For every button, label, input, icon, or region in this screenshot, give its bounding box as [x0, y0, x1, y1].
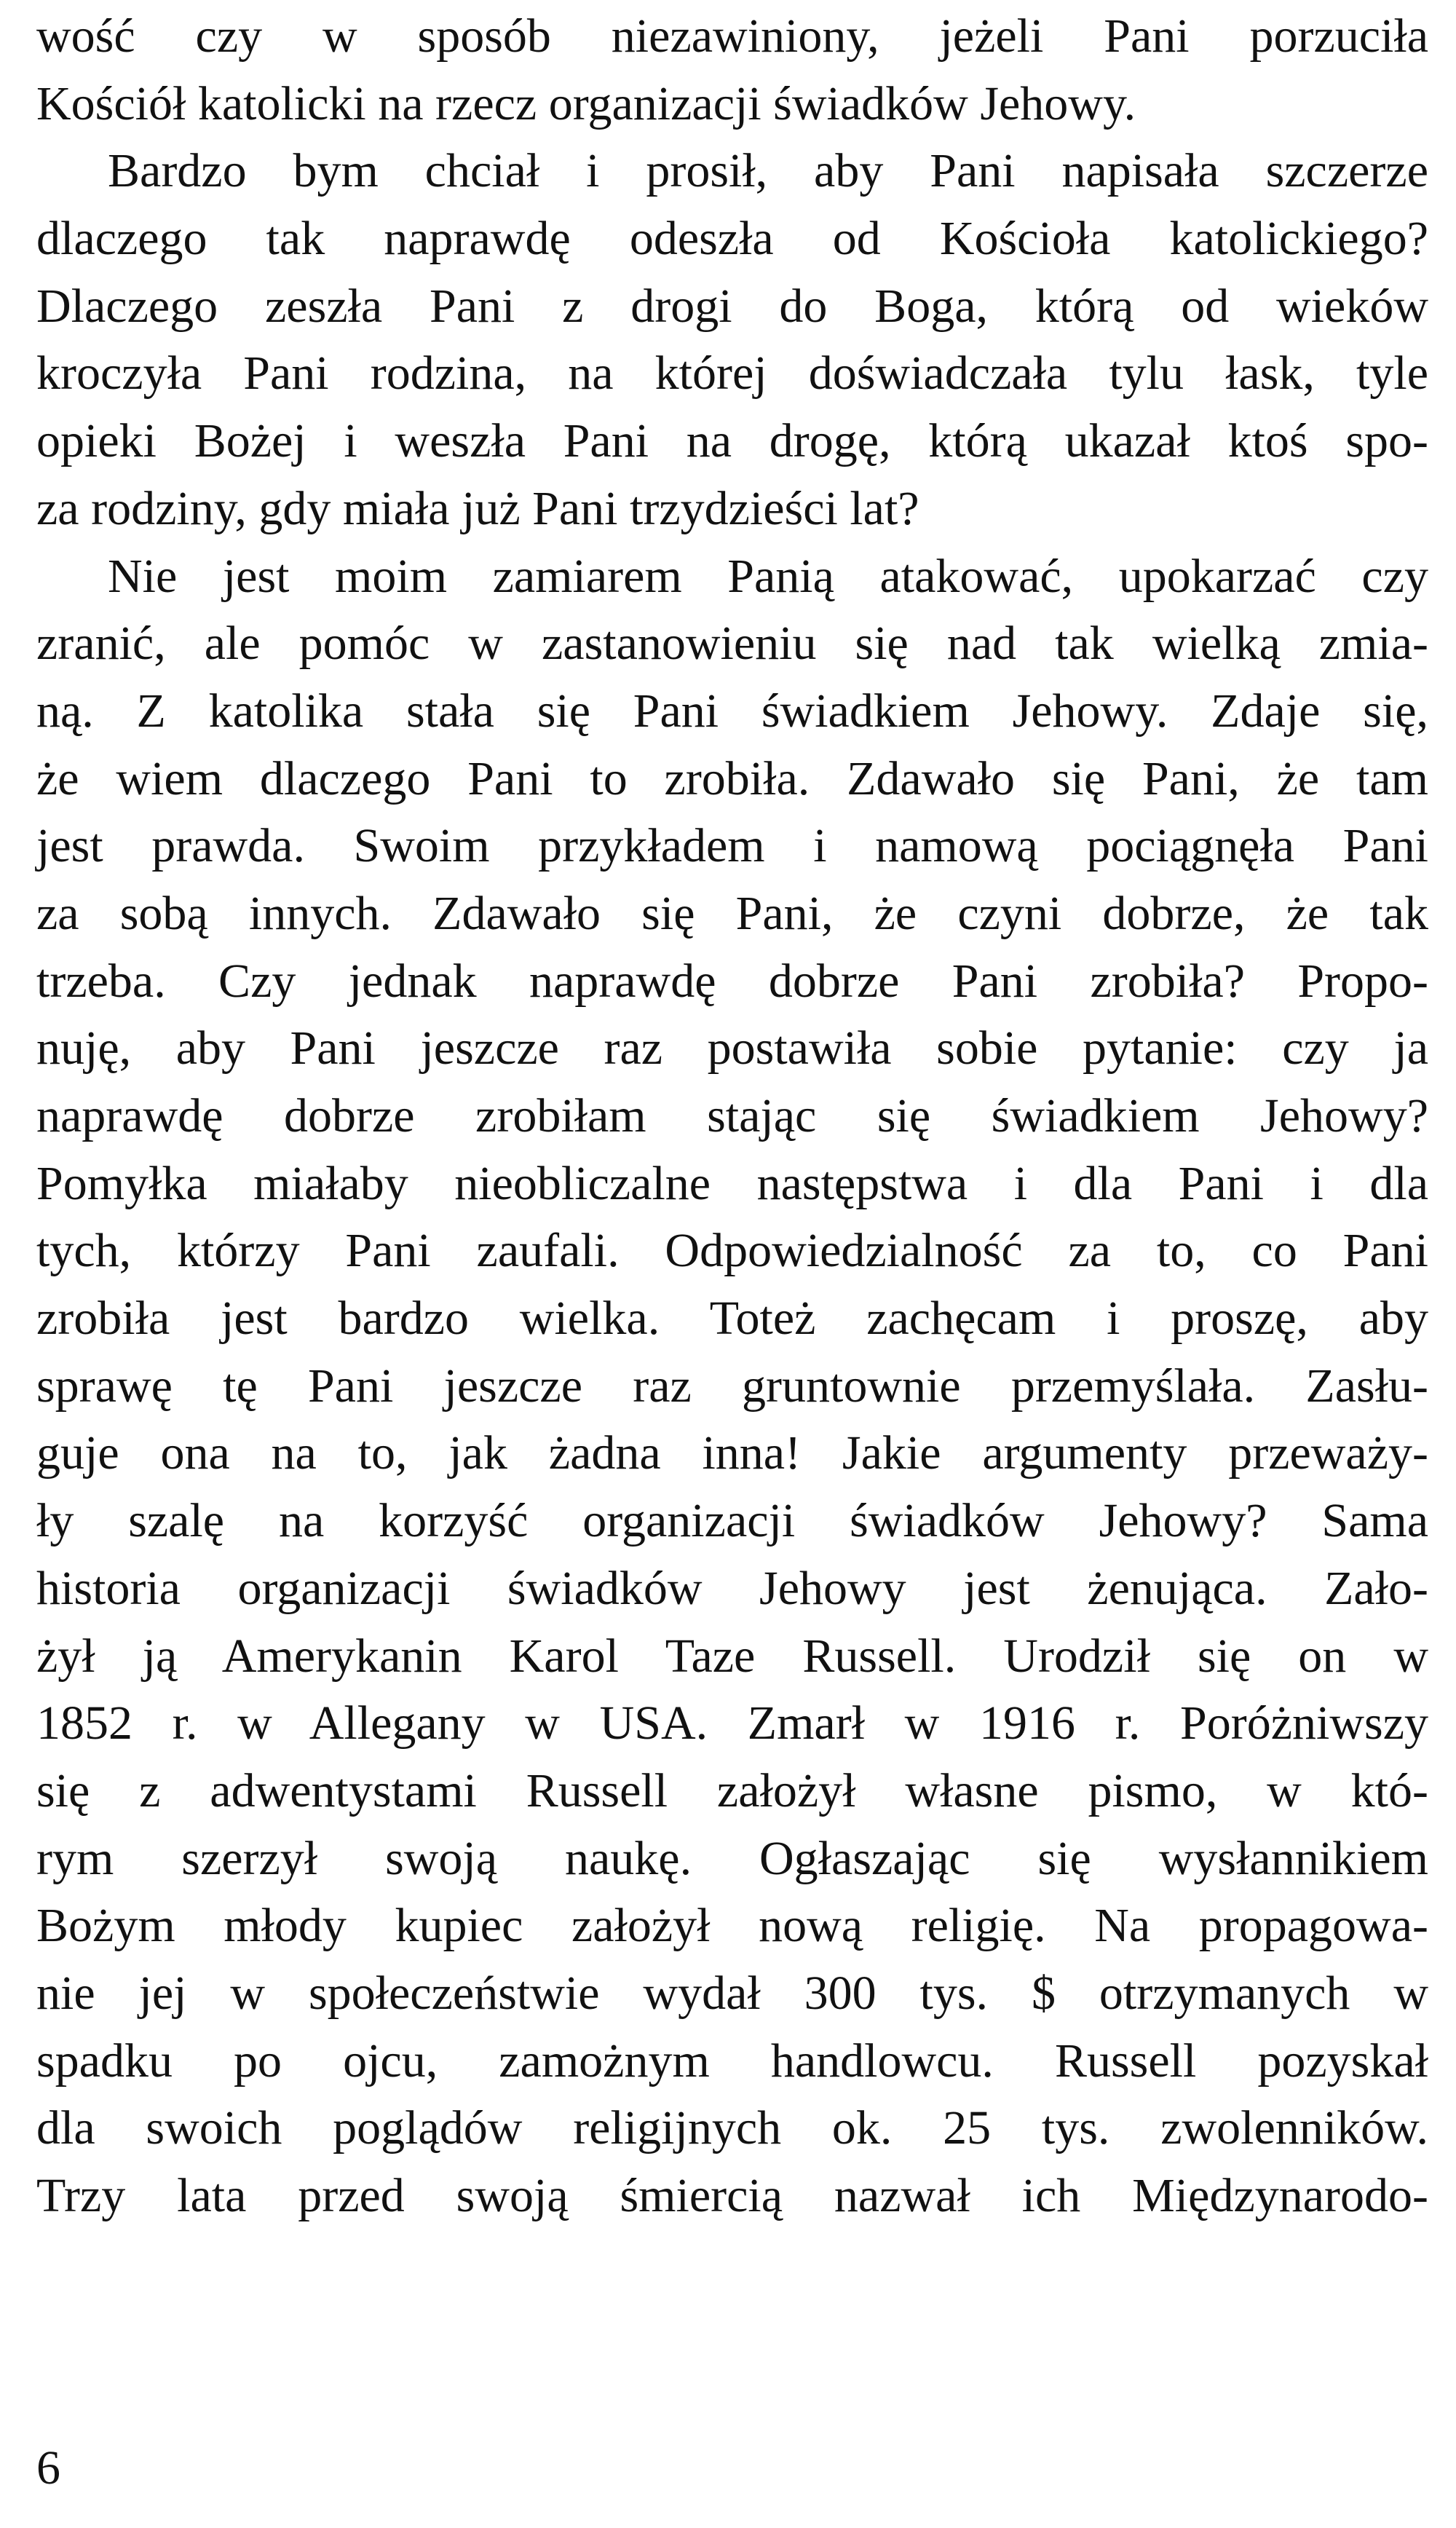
text-line: spadku po ojcu, zamożnym handlowcu. Russell pozyskał — [36, 2034, 1428, 2087]
text-line: się z adwentystami Russell założył własne pismo, w któ- — [36, 1763, 1428, 1817]
text-line: dlaczego tak naprawdę odeszła od Kościoła katolickiego? — [36, 212, 1428, 266]
text-line: Dlaczego zeszła Pani z drogi do Boga, którą od wieków — [36, 279, 1428, 333]
text-line: nuję, aby Pani jeszcze raz postawiła sobie pytanie: czy ja — [36, 1022, 1428, 1075]
text-line: Bożym młody kupiec założył nową religię. Na propagowa- — [36, 1899, 1428, 1953]
text-line: żył ją Amerykanin Karol Taze Russell. Urodził się on w — [36, 1629, 1428, 1683]
text-line: zrobiła jest bardzo wielka. Toteż zachęcam i proszę, aby — [36, 1292, 1428, 1346]
text-line: kroczyła Pani rodzina, na której doświadczała tylu łask, tyle — [36, 347, 1428, 400]
body-text — [36, 3, 1428, 2230]
text-line: guje ona na to, jak żadna inna! Jakie argumenty przeważy- — [36, 1426, 1428, 1480]
text-line: ły szalę na korzyść organizacji świadków Jehowy? Sama — [36, 1494, 1428, 1548]
text-line: rym szerzył swoją naukę. Ogłaszając się wysłannikiem — [36, 1831, 1428, 1885]
text-line: za rodziny, gdy miała już Pani trzydzieści lat? — [36, 481, 919, 535]
text-line: Kościół katolicki na rzecz organizacji świadków Jehowy. — [36, 76, 1136, 130]
text-line: jest prawda. Swoim przykładem i namową pociągnęła Pani — [36, 819, 1428, 873]
text-line: Nie jest moim zamiarem Panią atakować, upokarzać czy — [108, 549, 1428, 603]
text-line: historia organizacji świadków Jehowy jest żenująca. Zało- — [36, 1561, 1428, 1615]
text-line: wość czy w sposób niezawiniony, jeżeli Pani porzuciła — [36, 9, 1428, 63]
text-line: Pomyłka miałaby nieobliczalne następstwa i dla Pani i dla — [36, 1156, 1428, 1210]
text-line: nie jej w społeczeństwie wydał 300 tys. $ otrzymanych w — [36, 1966, 1428, 2020]
text-line: dla swoich poglądów religijnych ok. 25 tys. zwolenników. — [36, 2101, 1428, 2155]
page-number: 6 — [36, 2441, 60, 2495]
text-line: że wiem dlaczego Pani to zrobiła. Zdawało się Pani, że tam — [36, 751, 1428, 805]
text-line: 1852 r. w Allegany w USA. Zmarł w 1916 r. Poróżniwszy — [36, 1696, 1428, 1750]
text-line: za sobą innych. Zdawało się Pani, że czyni dobrze, że tak — [36, 886, 1428, 940]
text-line: trzeba. Czy jednak naprawdę dobrze Pani zrobiła? Propo- — [36, 954, 1428, 1008]
text-line: opieki Bożej i weszła Pani na drogę, którą ukazał ktoś spo- — [36, 414, 1428, 468]
text-line: naprawdę dobrze zrobiłam stając się świadkiem Jehowy? — [36, 1089, 1428, 1142]
text-line: tych, którzy Pani zaufali. Odpowiedzialność za to, co Pani — [36, 1224, 1428, 1278]
text-line: Trzy lata przed swoją śmiercią nazwał ich Międzynarodo- — [36, 2169, 1428, 2222]
text-line: Bardzo bym chciał i prosił, aby Pani napisała szczerze — [108, 144, 1428, 198]
text-line: zranić, ale pomóc w zastanowieniu się nad tak wielką zmia- — [36, 617, 1428, 671]
text-line: ną. Z katolika stała się Pani świadkiem Jehowy. Zdaje się, — [36, 684, 1428, 738]
text-line: sprawę tę Pani jeszcze raz gruntownie przemyślała. Zasłu- — [36, 1359, 1428, 1413]
